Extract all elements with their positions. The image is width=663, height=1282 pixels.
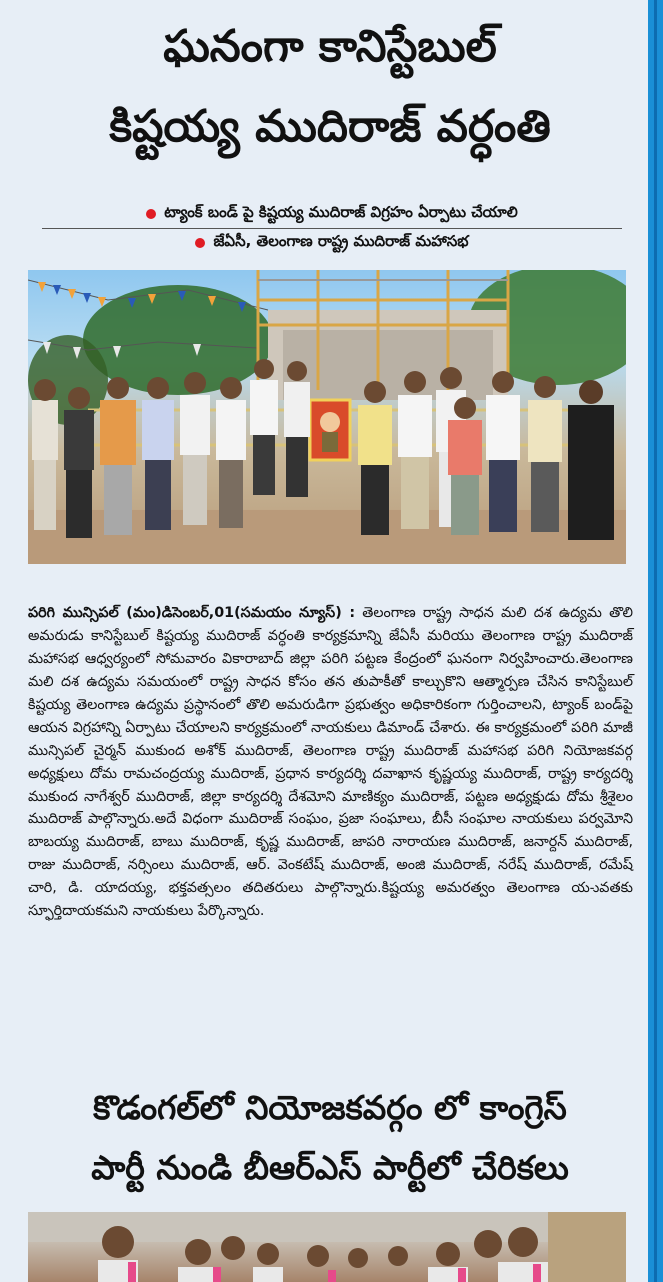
news-photo-party-joining	[28, 1212, 626, 1282]
photo-illustration	[28, 270, 626, 564]
subheadline-2-text: జేఏసీ, తెలంగాణ రాష్ట్ర ముదిరాజ్ మహాసభ	[213, 232, 469, 250]
main-headline-line-2: కిష్టయ్య ముదిరాజ్ వర్ధంతి	[109, 101, 551, 152]
second-headline-line-2: పార్టీ నుండి బీఆర్ఎస్ పార్టీలో చేరికలు	[91, 1148, 569, 1187]
article-text: తెలంగాణ రాష్ట్ర సాధన మలి దశ ఉద్యమ తొలి అమరుడు కానిస్టేబుల్ కిష్టయ్య ముదిరాజ్ వర్ధంతి కార్యక్రమాన్ని జేఏసీ మరియు తెలంగాణ రాష్ట్ర ముదిరాజ్ మహాసభ ఆధ్వర్యంలో సోమవారం వికారాబాద్ జిల్లా పరిగి పట్టణ కేంద్రంలో ఘనంగా నిర్వహించారు.తెలంగాణ మలి దశ ఉద్యమ సమయంలో రాష్ట్ర సాధన కోసం తన తుపాకీతో కాల్చుకొని ఆత్మార్పణ చేసిన కానిస్టేబుల్ కిష్టయ్య తెలంగాణ ఉద్యమ ప్రస్థానంలో తొలి అమరుడిగా ప్రభుత్వం అధికారికంగా గుర్తించాలని, ట్యాంక్ బండ్‌పై ఆయన విగ్రహాన్ని ఏర్పాటు చేయాలని కార్యక్రమంలో నాయకులు డిమాండ్ చేశారు. ఈ కార్యక్రమంలో పరిగి మాజీ మున్సిపల్ చైర్మన్ ముకుంద అశోక్ ముదిరాజ్, తెలంగాణ రాష్ట్ర ముదిరాజ్ మహాసభ పరిగి నియోజకవర్గ అధ్యక్షులు దోమ రామచంద్రయ్య ముదిరాజ్, ప్రధాన కార్యదర్శి దవాఖాన కృష్ణయ్య ముదిరాజ్, రాష్ట్ర కార్యదర్శి ముకుంద నాగేశ్వర్ ముదిరాజ్, జిల్లా కార్యదర్శి దేశమోని మాణిక్యం ముదిరాజ్, పట్టణ అధ్యక్షుడు దోమ శ్రీశైలం ముదిరాజ్ పాల్గొన్నారు.అదే విధంగా ముదిరాజ్ సంఘం, ప్రజా సంఘాలు, బీసీ సంఘాల నాయకులు పర్వమోని బాబయ్య ముదిరాజ్, బాబు ముదిరాజ్, కృష్ణ ముదిరాజ్, జాపరి నారాయణ ముదిరాజ్, జనార్దన్ ముదిరాజ్, రాజు ముదిరాజ్, నర్సింలు ముదిరాజ్, ఆర్. వెంకటేష్ ముదిరాజ్, అంజి ముదిరాజ్, నరేష్ ముదిరాజ్, రమేష్ చారి, డి. యాదయ్య, భక్తవత్సలం తదితరులు పాల్గొన్నారు.కిష్టయ్య అమరత్వం తెలంగాణ య-ువతకు స్ఫూర్తిదాయకమని నాయకులు పేర్కొన్నారు.	[28, 605, 633, 920]
second-headline-line-1: కొడంగల్‌లో నియోజకవర్గం లో కాంగ్రెస్	[93, 1088, 567, 1127]
article-body	[28, 602, 633, 923]
photo-illustration-2	[28, 1212, 626, 1282]
subheadline-list	[42, 200, 622, 257]
subheadline-1	[42, 200, 622, 229]
subheadline-1-text: ట్యాంక్ బండ్ పై కిష్టయ్య ముదిరాజ్ విగ్రహం ఏర్పాటు చేయాలి	[164, 203, 518, 221]
main-headline-line-1: ఘనంగా కానిస్టేబుల్	[163, 21, 497, 72]
left-margin	[0, 0, 12, 1282]
right-band-accent	[654, 0, 657, 1282]
newspaper-page	[12, 0, 648, 1282]
red-bullet-icon	[146, 209, 156, 219]
article-dateline: పరిగి మున్సిపల్ (మం)డిసెంబర్,01(సమయం న్యూస్) :	[28, 605, 356, 622]
subheadline-2	[42, 229, 622, 257]
main-headline	[12, 22, 648, 182]
red-bullet-icon	[195, 238, 205, 248]
right-color-band	[648, 0, 663, 1282]
news-photo-memorial-gathering	[28, 270, 626, 564]
second-headline	[12, 1090, 648, 1210]
